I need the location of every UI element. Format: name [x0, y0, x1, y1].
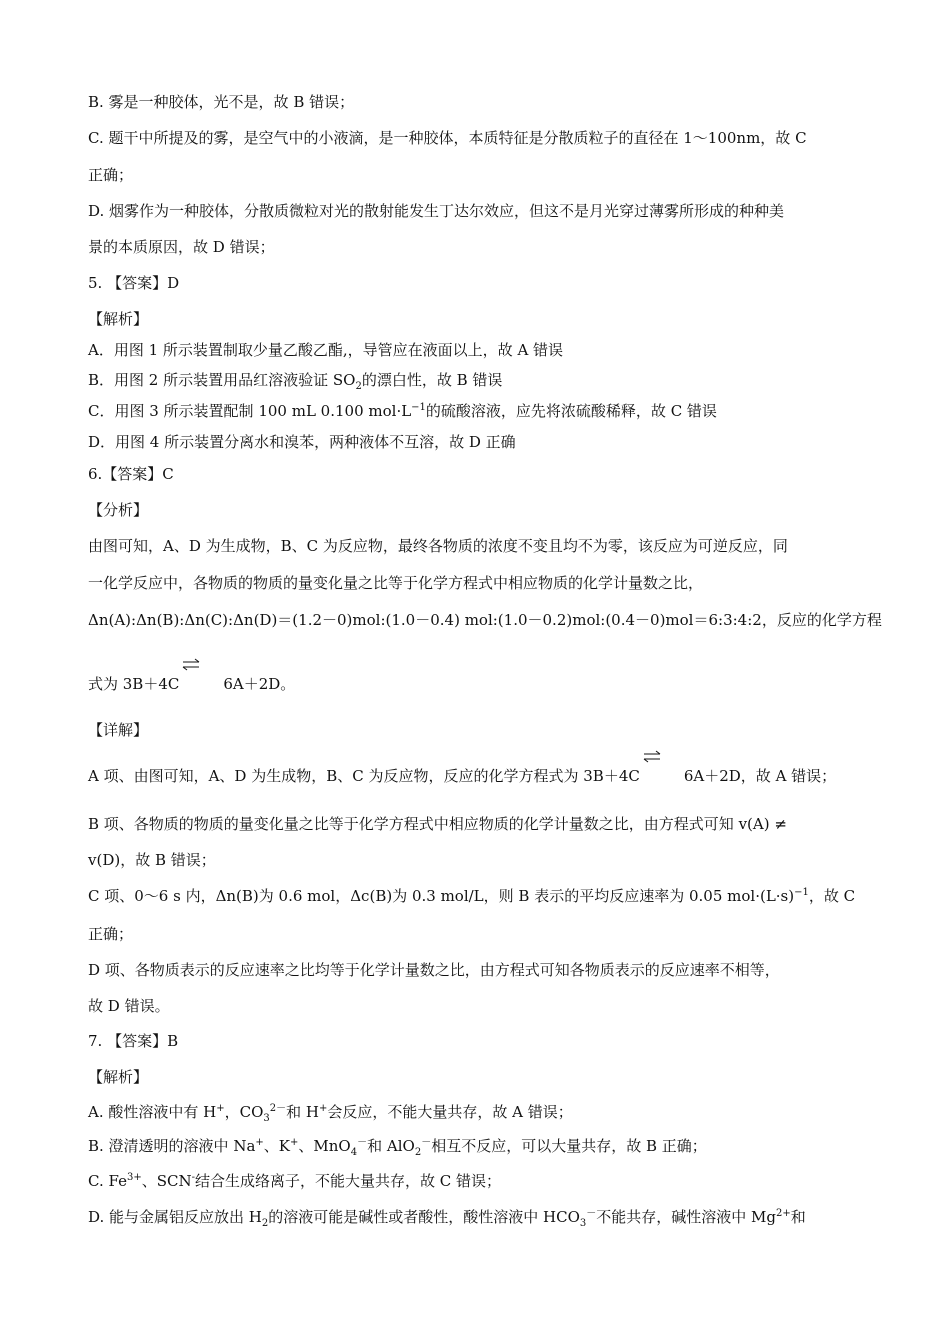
q7-b-text: B. 澄清透明的溶液中 Na [88, 1137, 256, 1155]
q6-option-a [88, 766, 836, 786]
q4-option-c-line2: 正确； [88, 166, 134, 184]
q5-option-a: A．用图 1 所示装置制取少量乙酸乙酯,，导管应在液面以上，故 A 错误 [88, 341, 564, 359]
q6-equation-left: 式为 3B＋4C [88, 675, 180, 693]
q7-c-text: 、SCN [141, 1172, 192, 1190]
q6-c-superscript: −1 [794, 887, 809, 898]
q6-option-b-line1: B 项、各物质的物质的量变化量之比等于化学方程式中相应物质的化学计量数之比，由方程式可知 v(A) ≠ [88, 815, 787, 833]
q4-option-d-line2: 景的本质原因，故 D 错误； [88, 238, 275, 256]
q7-b-sub: 2 [414, 1147, 422, 1158]
q7-d-text: 的溶液可能是碱性或者酸性，酸性溶液中 HCO [268, 1208, 580, 1226]
q5-b-text-end: 的漂白性，故 B 错误 [361, 371, 503, 389]
q7-b-text: 、K [263, 1137, 291, 1155]
q7-b-text: 和 AlO [367, 1137, 415, 1155]
q7-c-sup: - [191, 1172, 195, 1183]
q6-option-b-line2: v(D)，故 B 错误； [88, 851, 216, 869]
q7-a-text: 会反应，不能大量共存，故 A 错误； [327, 1103, 573, 1121]
q7-c-text: C. Fe [88, 1172, 127, 1190]
q6-option-c-line1 [88, 886, 855, 906]
q7-answer: 7. 【答案】B [88, 1032, 179, 1050]
q4-option-d-line1: D. 烟雾作为一种胶体，分散质微粒对光的散射能发生丁达尔效应，但这不是月光穿过薄雾所形成的种种美 [88, 202, 785, 220]
q6-a-text: A 项、由图可知，A、D 为生成物，B、C 为反应物，反应的化学方程式为 3B＋4C [88, 767, 640, 785]
q7-a-sub: 3 [263, 1113, 270, 1124]
q6-analysis-line2: 一化学反应中，各物质的物质的量变化量之比等于化学方程式中相应物质的化学计量数之比， [88, 574, 704, 592]
q7-option-b [88, 1136, 707, 1156]
q7-a-text: ，CO [224, 1103, 264, 1121]
q7-d-sup: － [586, 1208, 597, 1219]
reversible-arrow-icon [640, 768, 668, 786]
q7-b-sup: － [357, 1137, 368, 1148]
q5-c-text: C．用图 3 所示装置配制 100 mL 0.100 mol·L [88, 402, 412, 420]
q7-b-sup: + [255, 1137, 264, 1148]
q5-c-superscript: −1 [411, 402, 426, 413]
q7-b-text: 、MnO [298, 1137, 351, 1155]
q5-answer: 5. 【答案】D [88, 274, 180, 292]
q5-option-c [88, 401, 717, 421]
q7-jiexi-heading: 【解析】 [88, 1068, 149, 1086]
q6-analysis-line1: 由图可知，A、D 为生成物，B、C 为反应物，最终各物质的浓度不变且均不为零，该反应为可逆反应，同 [88, 537, 788, 555]
q6-c-text-end: ，故 C [808, 887, 856, 905]
q7-option-d [88, 1207, 806, 1227]
q7-a-sup: + [319, 1103, 328, 1114]
q6-analysis-line3: Δn(A):Δn(B):Δn(C):Δn(D)＝(1.2－0)mol:(1.0－0.4) mol:(1.0－0.2)mol:(0.4－0)mol＝6:3:4:2，反应的化学方程 [88, 611, 882, 629]
q4-option-b: B. 雾是一种胶体，光不是，故 B 错误； [88, 93, 355, 111]
reversible-arrow-icon [179, 676, 207, 694]
q6-answer: 6.【答案】C [88, 465, 174, 483]
q5-c-text-end: 的硫酸溶液，应先将浓硫酸稀释，故 C 错误 [425, 402, 717, 420]
q7-d-sub: 2 [261, 1218, 269, 1229]
q7-a-text: 和 H [286, 1103, 319, 1121]
q5-option-b [88, 370, 502, 390]
q7-a-text: A. 酸性溶液中有 H [88, 1103, 217, 1121]
q7-option-c [88, 1171, 501, 1191]
q7-d-text: 不能共存，碱性溶液中 Mg [596, 1208, 777, 1226]
q5-b-text: B．用图 2 所示装置用品红溶液验证 SO [88, 371, 356, 389]
q7-b-sup: － [421, 1137, 432, 1148]
q7-c-text: 结合生成络离子，不能大量共存，故 C 错误； [194, 1172, 501, 1190]
q7-a-sup: 2－ [269, 1103, 287, 1114]
q6-c-text: C 项、0～6 s 内，Δn(B)为 0.6 mol，Δc(B)为 0.3 mol/L，则 B 表示的平均反应速率为 0.05 mol·(L·s) [88, 887, 795, 905]
q7-d-text: 和 [790, 1208, 806, 1226]
q6-equation-right: 6A＋2D。 [223, 675, 296, 693]
q6-analysis-line4 [88, 674, 295, 694]
q7-b-text: 相互不反应，可以大量共存，故 B 正确； [431, 1137, 707, 1155]
q6-fenxi-heading: 【分析】 [88, 501, 149, 519]
q7-b-sup: + [290, 1137, 299, 1148]
q7-b-sub: 4 [350, 1147, 358, 1158]
q6-a-text-end: 6A＋2D，故 A 错误； [683, 767, 837, 785]
q6-option-d-line1: D 项、各物质表示的反应速率之比均等于化学计量数之比，由方程式可知各物质表示的反应速率不相等， [88, 961, 780, 979]
q7-option-a [88, 1102, 573, 1122]
q4-option-c-line1: C. 题干中所提及的雾，是空气中的小液滴，是一种胶体，本质特征是分散质粒子的直径在 1～100nm，故 C [88, 129, 807, 147]
q5-jiexi-heading: 【解析】 [88, 310, 149, 328]
q6-option-c-line2: 正确； [88, 925, 134, 943]
q5-b-subscript: 2 [355, 381, 362, 392]
q7-a-sup: + [216, 1103, 225, 1114]
q7-d-text: D. 能与金属铝反应放出 H [88, 1208, 262, 1226]
q6-option-d-line2: 故 D 错误。 [88, 997, 170, 1015]
q7-d-sub: 3 [579, 1218, 587, 1229]
q7-c-sup: 3+ [126, 1172, 142, 1183]
q7-d-sup: 2+ [776, 1208, 791, 1219]
q5-option-d: D．用图 4 所示装置分离水和溴苯，两种液体不互溶，故 D 正确 [88, 433, 516, 451]
q6-xiangjie-heading: 【详解】 [88, 721, 149, 739]
